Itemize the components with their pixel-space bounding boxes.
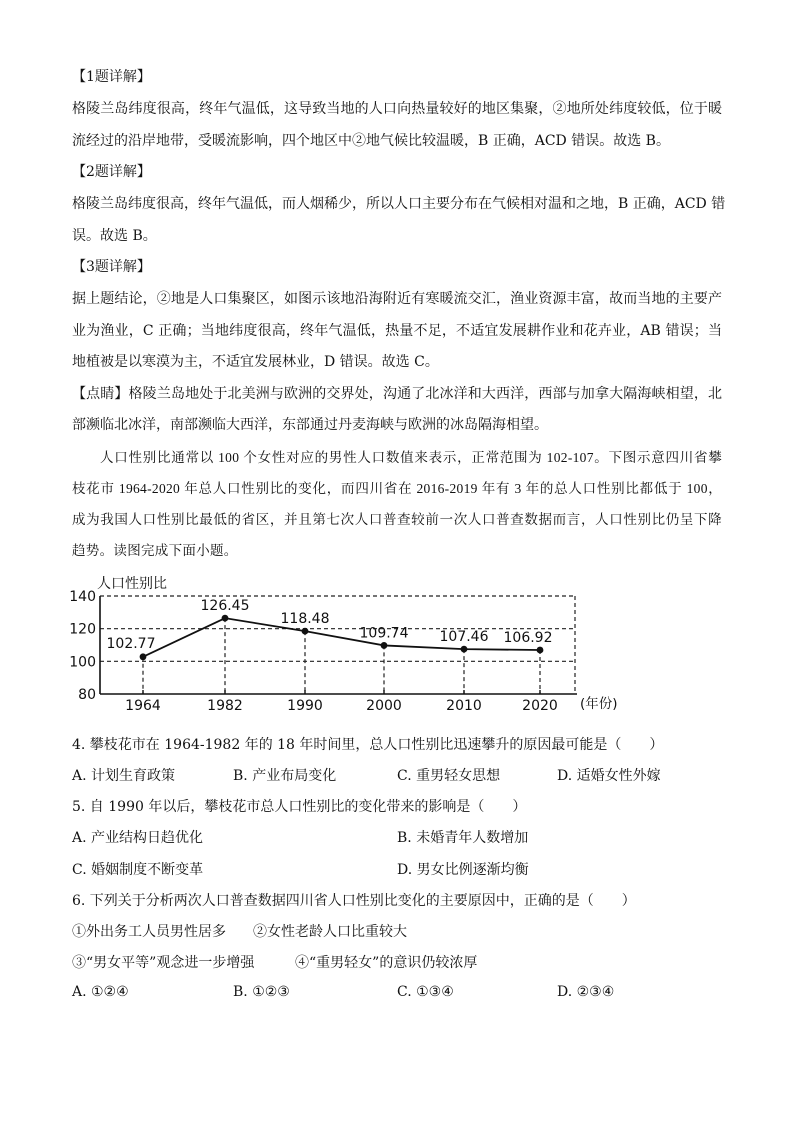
material-line-4: 趋势。读图完成下面小题。 [72,543,238,558]
chart-xtick-label-1990: 1990 [287,698,323,714]
q6-item-1: ①外出务工人员男性居多 [72,924,226,940]
q3-explanation-line-1: 据上题结论，②地是人口集聚区，如图示该地沿海附近有寒暖流交汇，渔业资源丰富，故而当地的主要产 [72,291,722,307]
q6-item-2: ②女性老龄人口比重较大 [253,924,407,940]
q2-heading: 【2题详解】 [72,164,151,180]
chart-point-2020 [537,647,544,654]
chart-data-label-2010: 107.46 [439,629,489,646]
q5-stem: 5. 自 1990 年以后，攀枝花市总人口性别比的变化带来的影响是（ ） [72,799,527,815]
q1-explanation-line-1: 格陵兰岛纬度很高，终年气温低，这导致当地的人口向热量较好的地区集聚，②地所处纬度较低，位于暖 [72,101,722,117]
q2-explanation-line-2: 误。故选 B。 [72,228,157,244]
q6-option-a: A. ①②④ [72,984,129,1000]
chart-data-label-1990: 118.48 [280,611,330,628]
material-line-3: 成为我国人口性别比最低的省区，并且第七次人口普查较前一次人口普查数据而言，人口性别比仍呈下降 [72,512,722,527]
chart-ytick-label-140: 140 [69,589,96,605]
chart-data-label-1982: 126.45 [200,598,250,615]
q6-item-4: ④“重男轻女”的意识仍较浓厚 [295,955,478,971]
chart-xtick-label-2000: 2000 [366,698,402,714]
q4-stem: 4. 攀枝花市在 1964-1982 年的 18 年时间里，总人口性别比迅速攀升的原因最可能是（ ） [72,737,664,753]
note-line-1 [72,383,722,403]
chart-data-label-1964: 102.77 [106,635,156,652]
chart-point-2000 [381,642,388,649]
chart-xtick-label-2010: 2010 [446,698,482,714]
q3-heading: 【3题详解】 [72,259,151,275]
chart-point-1964 [140,653,147,660]
note-label: 【点睛】 [72,386,129,402]
note-text-1: 格陵兰岛地处于北美洲与欧洲的交界处，沟通了北冰洋和大西洋，西部与加拿大隔海峡相望，北 [128,386,723,402]
chart-ytick-label-100: 100 [69,654,96,671]
chart-xtick-label-1982: 1982 [207,698,243,714]
q3-explanation-line-2: 业为渔业，C 正确；当地纬度很高，终年气温低，热量不足，不适宜发展耕作业和花卉业，AB 错误；当 [72,323,722,339]
chart-data-label-2000: 109.74 [359,625,409,642]
chart-point-2010 [461,646,468,653]
material-line-1: 人口性别比通常以 100 个女性对应的男性人口数值来表示，正常范围为 102-107。下图示意四川省攀 [100,450,722,465]
chart-point-1982 [222,615,229,622]
q4-option-b: B. 产业布局变化 [233,768,337,784]
chart-xlabel: (年份) [580,696,618,712]
q6-option-c: C. ①③④ [397,984,454,1000]
q6-option-b: B. ①②③ [233,984,290,1000]
note-line-2: 部濒临北冰洋，南部濒临大西洋，东部通过丹麦海峡与欧洲的冰岛隔海相望。 [72,417,548,433]
q3-explanation-line-3: 地植被是以寒漠为主，不适宜发展林业，D 错误。故选 C。 [72,354,439,370]
sex-ratio-line-chart [60,568,640,718]
q1-explanation-line-2: 流经过的沿岸地带，受暖流影响，四个地区中②地气候比较温暖，B 正确，ACD 错误。故选 B。 [72,133,670,149]
chart-xtick-label-2020: 2020 [522,698,558,714]
chart-ylabel: 人口性别比 [97,576,167,592]
chart-point-1990 [302,628,309,635]
q2-explanation-line-1: 格陵兰岛纬度很高，终年气温低，而人烟稀少，所以人口主要分布在气候相对温和之地，B 正确，ACD 错 [72,196,726,212]
q5-option-c: C. 婚姻制度不断变革 [72,862,204,878]
chart-ytick-label-80: 80 [78,687,96,703]
chart-data-label-2020: 106.92 [503,630,553,647]
chart-xtick-label-1964: 1964 [125,698,161,714]
q4-option-a: A. 计划生育政策 [72,768,176,784]
q6-option-d: D. ②③④ [557,984,615,1000]
q1-heading: 【1题详解】 [72,69,151,85]
q4-option-c: C. 重男轻女思想 [397,768,501,784]
material-line-2: 枝花市 1964-2020 年总人口性别比的变化，而四川省在 2016-2019 年有 3 年的总人口性别比都低于 100， [72,481,722,496]
q6-item-3: ③“男女平等”观念进一步增强 [72,955,255,971]
q5-option-a: A. 产业结构日趋优化 [72,830,204,846]
q5-option-d: D. 男女比例逐渐均衡 [397,862,529,878]
q6-stem: 6. 下列关于分析两次人口普查数据四川省人口性别比变化的主要原因中，正确的是（ ） [72,893,636,909]
q4-option-d: D. 适婚女性外嫁 [557,768,661,784]
chart-ytick-label-120: 120 [69,621,96,638]
q5-option-b: B. 未婚青年人数增加 [397,830,529,846]
